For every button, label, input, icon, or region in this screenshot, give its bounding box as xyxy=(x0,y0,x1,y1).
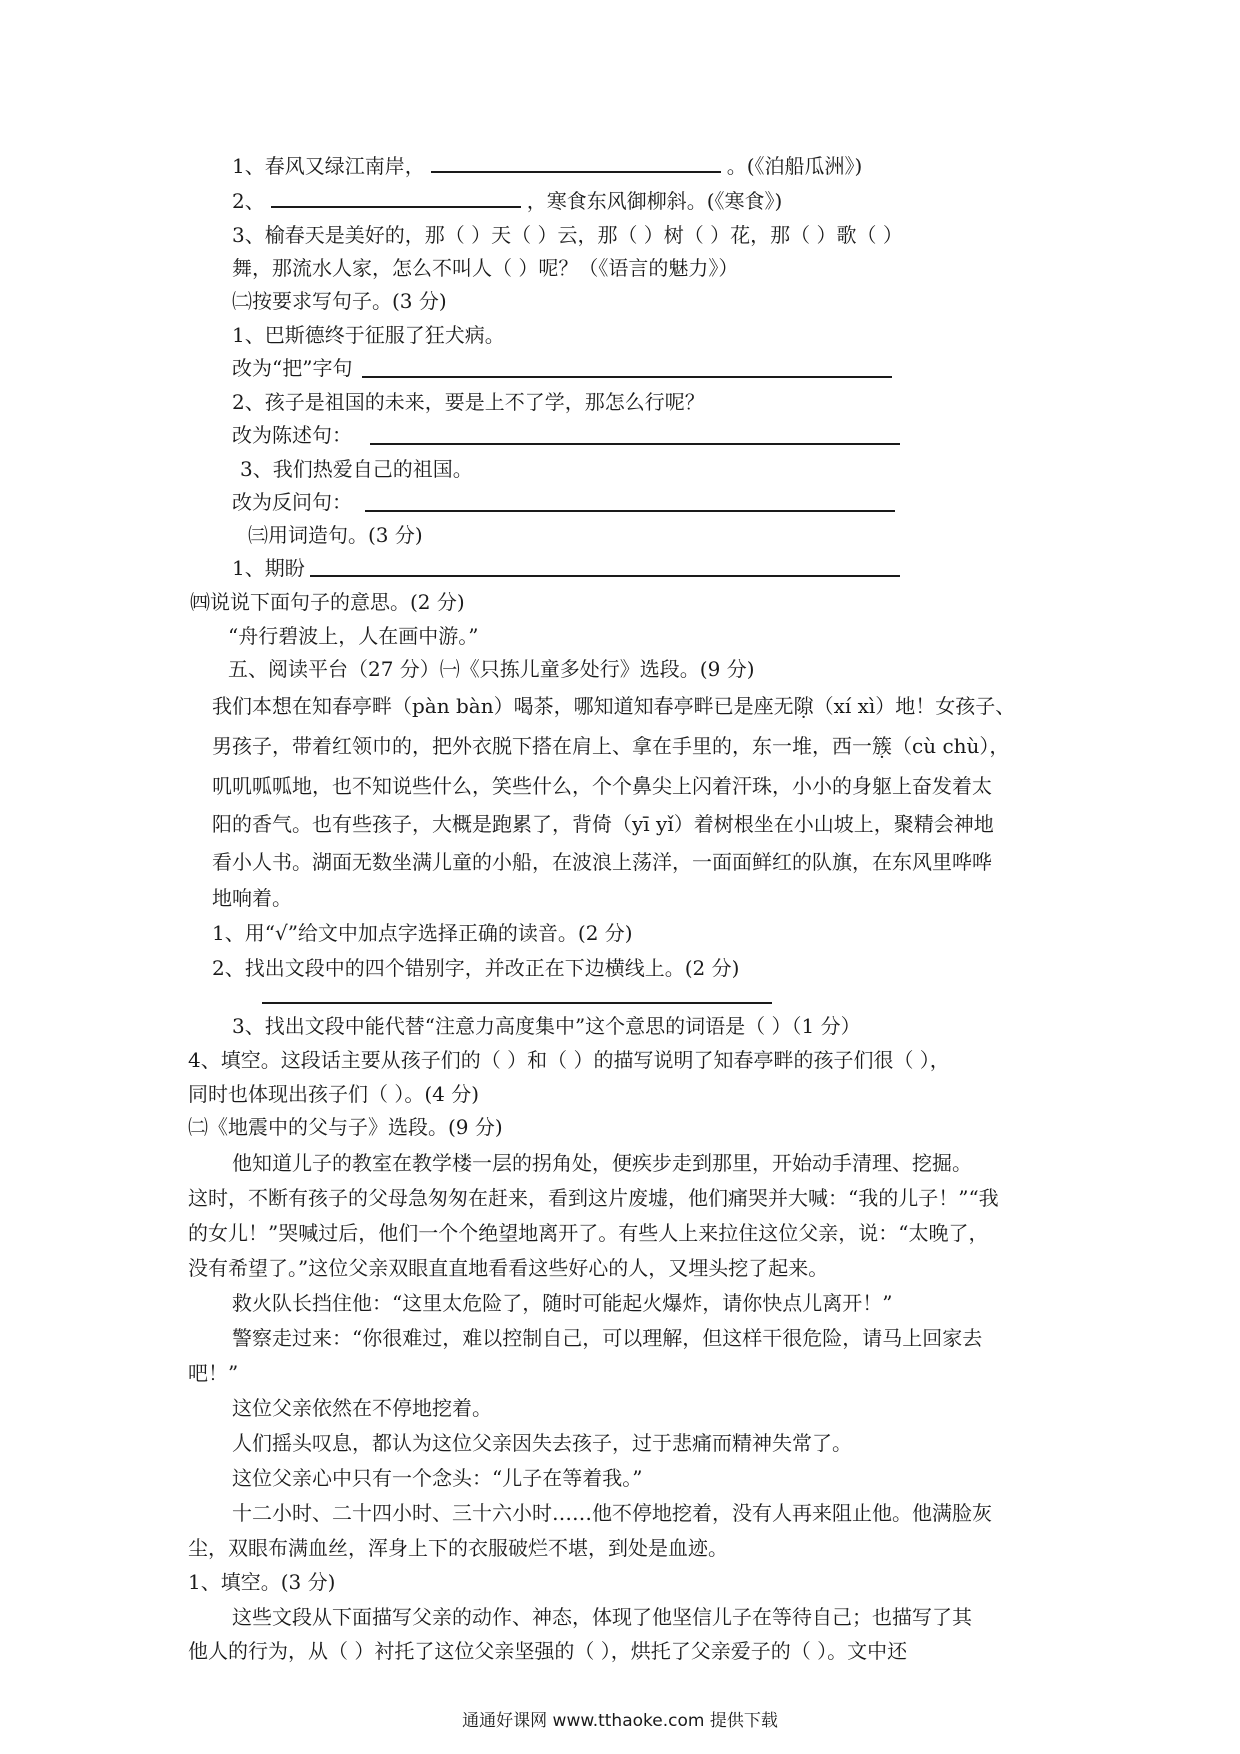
recite-q3-line2: 舞，那流水人家，怎么不叫人（ ）呢？（《语言的魅力》） xyxy=(232,256,739,280)
answer-line[interactable] xyxy=(370,443,900,445)
reading-passage-line: 叽叽呱呱地，也不知说些什么，笑些什么，个个鼻尖上闪着汗珠，小小的身躯上奋发着太 xyxy=(212,774,992,798)
earthquake-passage-line: 这位父亲心中只有一个念头：“儿子在等着我。” xyxy=(232,1466,643,1490)
earthquake-q1-line1: 这些文段从下面描写父亲的动作、神态，体现了他坚信儿子在等待自己；也描写了其 xyxy=(232,1605,972,1629)
recite-q2: 2、 ，寒食东风御柳斜。(《寒食》) xyxy=(232,189,783,213)
earthquake-passage-line: 尘，双眼布满血丝，浑身上下的衣服破烂不堪，到处是血迹。 xyxy=(188,1536,728,1560)
earthquake-passage-line: 他知道儿子的教室在教学楼一层的拐角处，便疾步走到那里，开始动手清理、挖掘。 xyxy=(232,1151,972,1175)
earthquake-passage-line: 人们摇头叹息，都认为这位父亲因失去孩子，过于悲痛而精神失常了。 xyxy=(232,1431,852,1455)
rewrite-q3-instruction: 改为反问句： xyxy=(232,490,352,514)
reading-q4-line1: 4、填空。这段话主要从孩子们的（ ）和（ ）的描写说明了知春亭畔的孩子们很（ ）， xyxy=(188,1048,950,1072)
earthquake-q1-line2: 他人的行为，从（ ）衬托了这位父亲坚强的（ ），烘托了父亲爱子的（ ）。文中还 xyxy=(188,1639,908,1663)
earthquake-passage-line: 没有希望了。”这位父亲双眼直直地看看这些好心的人，又埋头挖了起来。 xyxy=(188,1256,829,1280)
rewrite-q2: 2、孩子是祖国的未来，要是上不了学，那怎么行呢？ xyxy=(232,390,705,414)
reading-passage-line: 阳的香气。也有些孩子，大概是跑累了，背倚（yī yǐ）着树根坐在小山坡上，聚精会神地 xyxy=(212,812,994,836)
earthquake-passage-line: 十二小时、二十四小时、三十六小时……他不停地挖着，没有人再来阻止他。他满脸灰 xyxy=(232,1501,992,1525)
reading-passage-line: 地响着。 xyxy=(212,886,292,910)
reading-q2: 2、找出文段中的四个错别字，并改正在下边横线上。(2 分) xyxy=(212,956,740,980)
answer-line[interactable] xyxy=(365,510,895,512)
earthquake-passage-line: 救火队长挡住他：“这里太危险了，随时可能起火爆炸，请你快点儿离开！” xyxy=(232,1291,893,1315)
answer-line[interactable] xyxy=(271,188,521,208)
recite-q3-line1: 3、榆春天是美好的，那（ ）天（ ）云，那（ ）树（ ）花，那（ ）歌（ ） xyxy=(232,223,903,247)
answer-line[interactable] xyxy=(431,153,721,173)
reading-passage-line: 男孩子，带着红领巾的，把外衣脱下搭在肩上、拿在手里的，东一堆，西一簇（cù chù）， xyxy=(212,734,1010,758)
rewrite-q2-instruction: 改为陈述句： xyxy=(232,423,352,447)
reading-passage-line: 我们本想在知春亭畔（pàn bàn）喝茶，哪知道知春亭畔已是座无隙（xí xì）地！女孩子、 xyxy=(212,694,1016,718)
recite-q1: 1、春风又绿江南岸， 。(《泊船瓜洲》) xyxy=(232,154,863,178)
earthquake-passage-line: 的女儿！”哭喊过后，他们一个个绝望地离开了。有些人上来拉住这位父亲，说：“太晚了， xyxy=(188,1221,989,1245)
meaning-quote: “舟行碧波上，人在画中游。” xyxy=(228,624,479,648)
reading-q1: 1、用“√”给文中加点字选择正确的读音。(2 分) xyxy=(212,921,633,945)
words-title: ㈢用词造句。(3 分) xyxy=(248,523,423,547)
earthquake-passage-line: 吧！” xyxy=(188,1361,239,1385)
reading-title: 五、阅读平台（27 分）㈠《只拣儿童多处行》选段。(9 分) xyxy=(228,657,755,681)
earthquake-passage-line: 警察走过来：“你很难过，难以控制自己，可以理解，但这样干很危险，请马上回家去 xyxy=(232,1326,983,1350)
dotted-char: 隙 xyxy=(793,694,814,718)
reading-q4-line2: 同时也体现出孩子们（ ）。(4 分) xyxy=(188,1082,480,1106)
meaning-title: ㈣说说下面句子的意思。(2 分) xyxy=(190,590,465,614)
rewrite-q3: 3、我们热爱自己的祖国。 xyxy=(240,457,473,481)
rewrite-q1-instruction: 改为“把”字句 xyxy=(232,356,353,380)
earthquake-q1: 1、填空。(3 分) xyxy=(188,1570,336,1594)
reading-passage-line: 看小人书。湖面无数坐满儿童的小船，在波浪上荡洋，一面面鲜红的队旗，在东风里哗哗 xyxy=(212,850,992,874)
earthquake-passage-line: 这位父亲依然在不停地挖着。 xyxy=(232,1396,492,1420)
earthquake-title: ㈡《地震中的父与子》选段。(9 分) xyxy=(188,1115,503,1139)
reading-q3: 3、找出文段中能代替“注意力高度集中”这个意思的词语是（ ）（1 分） xyxy=(232,1014,861,1038)
earthquake-passage-line: 这时，不断有孩子的父母急匆匆在赶来，看到这片废墟，他们痛哭并大喊：“我的儿子！”“我 xyxy=(188,1186,999,1210)
answer-line[interactable] xyxy=(262,1002,772,1004)
answer-line[interactable] xyxy=(310,575,900,577)
rewrite-title: ㈡按要求写句子。(3 分) xyxy=(232,289,447,313)
rewrite-q1: 1、巴斯德终于征服了狂犬病。 xyxy=(232,323,505,347)
words-q1: 1、期盼 xyxy=(232,556,305,580)
dotted-char: 簇 xyxy=(872,734,892,758)
page-footer: 通通好课网 www.tthaoke.com 提供下载 xyxy=(462,1711,778,1731)
answer-line[interactable] xyxy=(362,376,892,378)
